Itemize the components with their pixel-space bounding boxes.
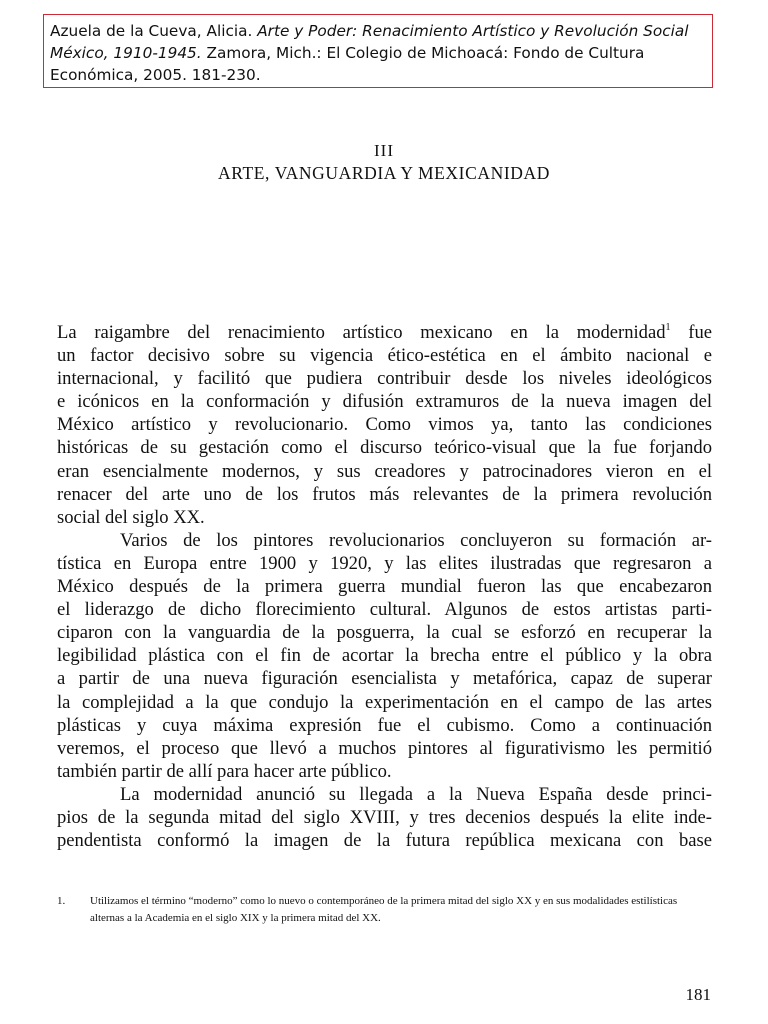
paragraph-3 (57, 783, 712, 852)
paragraph-line: México artístico y revolucionario. Como vimos ya, tanto las condiciones (57, 414, 712, 436)
paragraph-line: históricas de su gestación como el discurso teórico-visual que la fue forjando (57, 437, 712, 459)
paragraph-line: a partir de una nueva figuración esencialista y metafórica, capaz de superar (57, 668, 712, 690)
chapter-number: III (374, 141, 394, 160)
paragraph-line: también partir de allí para hacer arte público. (57, 760, 392, 782)
paragraph-line: La raigambre del renacimiento artístico mexicano en la modernidad$^1$ fue (57, 322, 713, 343)
paragraph-2 (57, 529, 712, 783)
paragraph-line: internacional, y facilitó que pudiera contribuir desde los niveles ideológicos (57, 368, 712, 390)
citation-publisher: Zamora, Mich.: El Colegio de Michoacá: Fondo de Cultura Económica, 2005. 181-230. (50, 44, 645, 84)
citation-title: Arte y Poder: Renacimiento Artístico y Revolución Social México, 1910-1945. (50, 22, 689, 62)
footnote-number: 1. (57, 895, 66, 907)
paragraph-line: e icónicos en la conformación y difusión extramuros de la nueva imagen del (57, 391, 712, 413)
paragraph-line: el liderazgo de dicho florecimiento cultural. Algunos de estos artistas parti- (57, 599, 712, 621)
paragraph-line: veremos, el proceso que llevó a muchos pintores al figurativismo les permitió (57, 737, 712, 759)
paragraph-line: tística en Europa entre 1900 y 1920, y las elites ilustradas que regresaron a (57, 552, 712, 574)
paragraph-line: plásticas y cuya máxima expresión fue el cubismo. Como a continuación (57, 714, 712, 736)
paragraph-line: social del siglo XX. (57, 506, 205, 528)
paragraph-line: un factor decisivo sobre su vigencia ético-estética en el ámbito nacional e (57, 345, 712, 367)
paragraph-line: eran esencialmente modernos, y sus creadores y patrocinadores vieron en el (57, 460, 712, 482)
paragraph-1 (57, 321, 712, 529)
paragraph-line: renacer del arte uno de los frutos más relevantes de la primera revolución (57, 483, 712, 505)
paragraph-line: México después de la primera guerra mundial fueron las que encabezaron (57, 576, 712, 598)
footnote-reference[interactable]: 1 (665, 322, 671, 333)
page-number: 181 (685, 985, 711, 1004)
paragraph-line: la complejidad a la que condujo la experimentación en el campo de las artes (57, 691, 712, 713)
paragraph-line: ciparon con la vanguardia de la posguerra, la cual se esforzó en recuperar la (57, 622, 712, 644)
paragraph-line: pendentista conformó la imagen de la futura república mexicana con base (57, 830, 712, 852)
citation-box (43, 14, 713, 88)
paragraph-line: legibilidad plástica con el fin de acortar la brecha entre el público y la obra (57, 645, 712, 667)
paragraph-line: pios de la segunda mitad del siglo XVIII, y tres decenios después la elite inde- (57, 806, 712, 828)
footnote-text: Utilizamos el término “moderno” como lo nuevo o contemporáneo de la primera mitad del siglo XX y en sus modalidades estilísticas alternas a la Academia en el siglo XIX y la primera mitad del XX. (90, 895, 678, 924)
citation-author: Azuela de la Cueva, Alicia. (50, 22, 258, 40)
body-text (57, 321, 712, 852)
chapter-title: ARTE, VANGUARDIA Y MEXICANIDAD (218, 163, 550, 183)
footnote (57, 893, 713, 927)
paragraph-line: Varios de los pintores revolucionarios concluyeron su formación ar- (120, 529, 712, 551)
paragraph-line: La modernidad anunció su llegada a la Nueva España desde princi- (120, 783, 712, 805)
